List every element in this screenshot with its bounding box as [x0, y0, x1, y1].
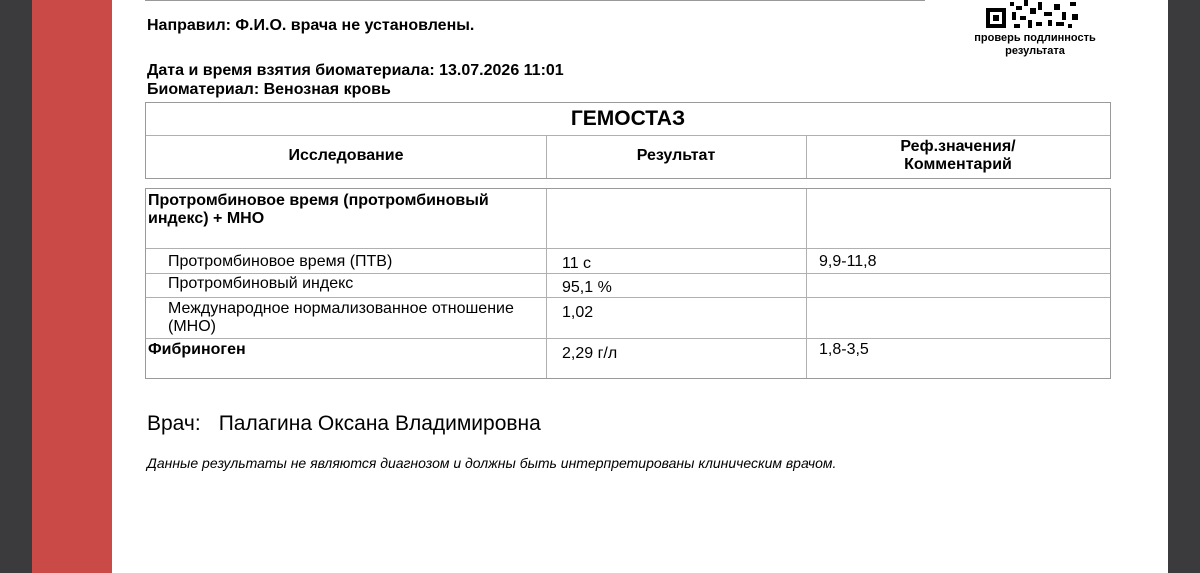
column-header-reference [806, 138, 1110, 174]
qr-code-icon [986, 0, 1082, 30]
column-header-reference-line2: Комментарий [904, 156, 1012, 173]
column-header-result: Результат [636, 147, 716, 164]
table-row-result: 2,29 г/л [562, 345, 618, 362]
divider [146, 135, 1110, 136]
background-right [1168, 0, 1200, 573]
column-header-test: Исследование [288, 147, 404, 164]
table-row-result: 1,02 [562, 304, 594, 321]
table-row-name: Международное нормализованное отношение (МНО) [168, 300, 514, 335]
divider [806, 189, 807, 378]
qr-caption-line2: результата [1005, 45, 1065, 57]
table-row-reference: 1,8-3,5 [819, 341, 869, 358]
biomaterial: Биоматериал: Венозная кровь [147, 81, 391, 98]
divider [146, 248, 1110, 249]
qr-caption [955, 32, 1115, 58]
qr-caption-line1: проверь подлинность [974, 32, 1096, 44]
top-rule [145, 0, 925, 1]
doctor-label: Врач: [147, 412, 201, 435]
table-row-reference: 9,9-11,8 [819, 253, 877, 270]
referred-by: Направил: Ф.И.О. врача не установлены. [147, 17, 475, 34]
doctor-line [147, 412, 541, 436]
divider [146, 297, 1110, 298]
red-folder-edge [32, 0, 112, 573]
table-row-result: 11 с [562, 255, 592, 272]
divider [146, 338, 1110, 339]
disclaimer: Данные результаты не являются диагнозом и должны быть интерпретированы клиническим врачом. [147, 455, 837, 471]
table-row-name: Протромбиновый индекс [168, 275, 354, 292]
group-title: Протромбиновое время (протромбиновый индекс) + МНО [148, 192, 489, 227]
divider [146, 273, 1110, 274]
column-header-reference-line1: Реф.значения/ [900, 138, 1016, 155]
table-row-name: Фибриноген [148, 341, 246, 358]
divider [546, 189, 547, 378]
doctor-name: Палагина Оксана Владимировна [218, 412, 541, 435]
results-table [145, 188, 1111, 379]
collection-datetime: Дата и время взятия биоматериала: 13.07.2026 11:01 [147, 62, 564, 79]
table-row-result: 95,1 % [562, 279, 612, 296]
table-row-name: Протромбиновое время (ПТВ) [168, 253, 393, 270]
section-title: ГЕМОСТАЗ [570, 107, 686, 130]
background-left [0, 0, 32, 573]
results-header-table [145, 102, 1111, 179]
